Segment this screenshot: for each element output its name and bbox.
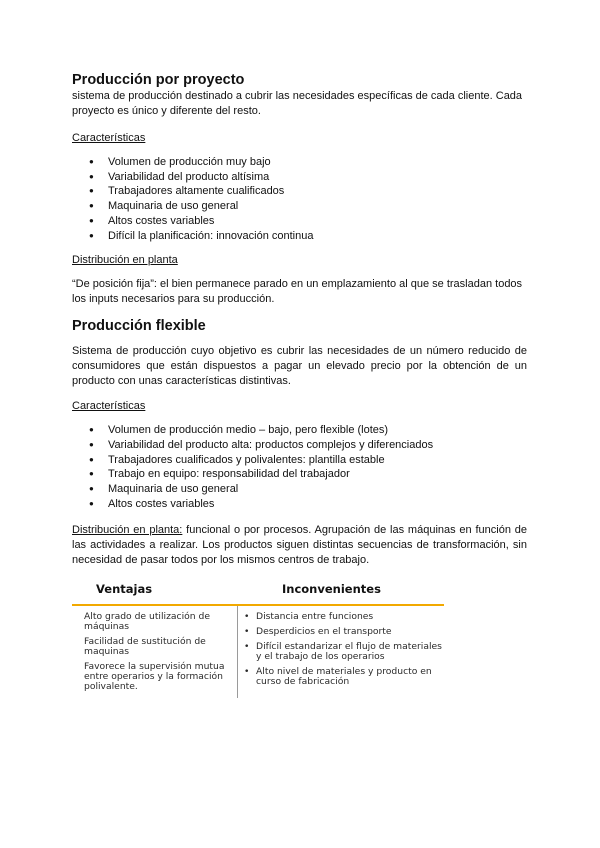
distribution-text: “De posición fija”: el bien permanece parado en un emplazamiento al que se trasladan todos los inputs necesarios para su producción.	[72, 278, 523, 306]
column-divider	[237, 606, 238, 698]
characteristics-list	[72, 155, 527, 243]
list-item: ● Trabajo en equipo: responsabilidad del trabajador	[72, 467, 527, 482]
list-item: ● Trabajadores cualificados y polivalentes: plantilla estable	[72, 453, 527, 468]
disadvantage-item: • Difícil estandarizar el flujo de materiales y el trabajo de los operarios	[242, 642, 442, 662]
section-intro-flexible: Sistema de producción cuyo objetivo es cubrir las necesidades de un número reducido de consumidores que están dispuestos a pagar un elevado precio por la obtención de un producto con unas características distintivas.	[72, 345, 527, 388]
advantage-item: Alto grado de utilización de máquinas	[84, 611, 210, 632]
list-item: ● Altos costes variables	[72, 497, 527, 512]
distribution-heading: Distribución en planta	[72, 254, 178, 267]
list-item: ● Maquinaria de uso general	[72, 482, 527, 497]
disadvantages-header: Inconvenientes	[282, 582, 381, 596]
disadvantage-item: • Desperdicios en el transporte	[242, 627, 442, 637]
section-title-proyecto: Producción por proyecto	[72, 72, 245, 88]
distribution-label: Distribución en planta:	[72, 524, 183, 537]
table-header	[72, 576, 444, 606]
list-item: ● Maquinaria de uso general	[72, 199, 527, 214]
disadvantage-item: • Distancia entre funciones	[242, 612, 442, 622]
characteristics-list	[72, 423, 527, 511]
advantage-item: Favorece la supervisión mutua entre operarios y la formación polivalente.	[84, 661, 225, 692]
disadvantage-item: • Alto nivel de materiales y producto en curso de fabricación	[242, 667, 442, 687]
list-item: ● Variabilidad del producto altísima	[72, 170, 527, 185]
disadvantages-column	[242, 612, 442, 692]
list-item: ● Trabajadores altamente cualificados	[72, 184, 527, 199]
characteristics-heading: Características	[72, 132, 146, 144]
distribution-text: funcional o por procesos. Agrupación de las máquinas en función de las actividades a realizar. Los productos siguen distintas secuencias de transformación, sin necesidad de pasar todos por los mismos centros de trabajo.	[72, 524, 527, 567]
document-page	[72, 72, 527, 568]
list-item: ● Difícil la planificación: innovación continua	[72, 229, 527, 244]
list-item: ● Variabilidad del producto alta: productos complejos y diferenciados	[72, 438, 527, 453]
list-item: ● Volumen de producción muy bajo	[72, 155, 527, 170]
advantage-item: Facilidad de sustitución de maquinas	[84, 636, 206, 657]
section-intro-proyecto: sistema de producción destinado a cubrir las necesidades específicas de cada cliente. Cada proyecto es único y diferente del resto.	[72, 90, 523, 117]
distribution-paragraph	[72, 523, 527, 568]
section-title-flexible: Producción flexible	[72, 318, 206, 335]
list-item: ● Volumen de producción medio – bajo, pero flexible (lotes)	[72, 423, 527, 438]
characteristics-heading: Características	[72, 400, 146, 413]
advantages-column	[84, 612, 234, 697]
pros-cons-table	[72, 576, 444, 698]
list-item: ● Altos costes variables	[72, 214, 527, 229]
advantages-header: Ventajas	[96, 582, 153, 596]
